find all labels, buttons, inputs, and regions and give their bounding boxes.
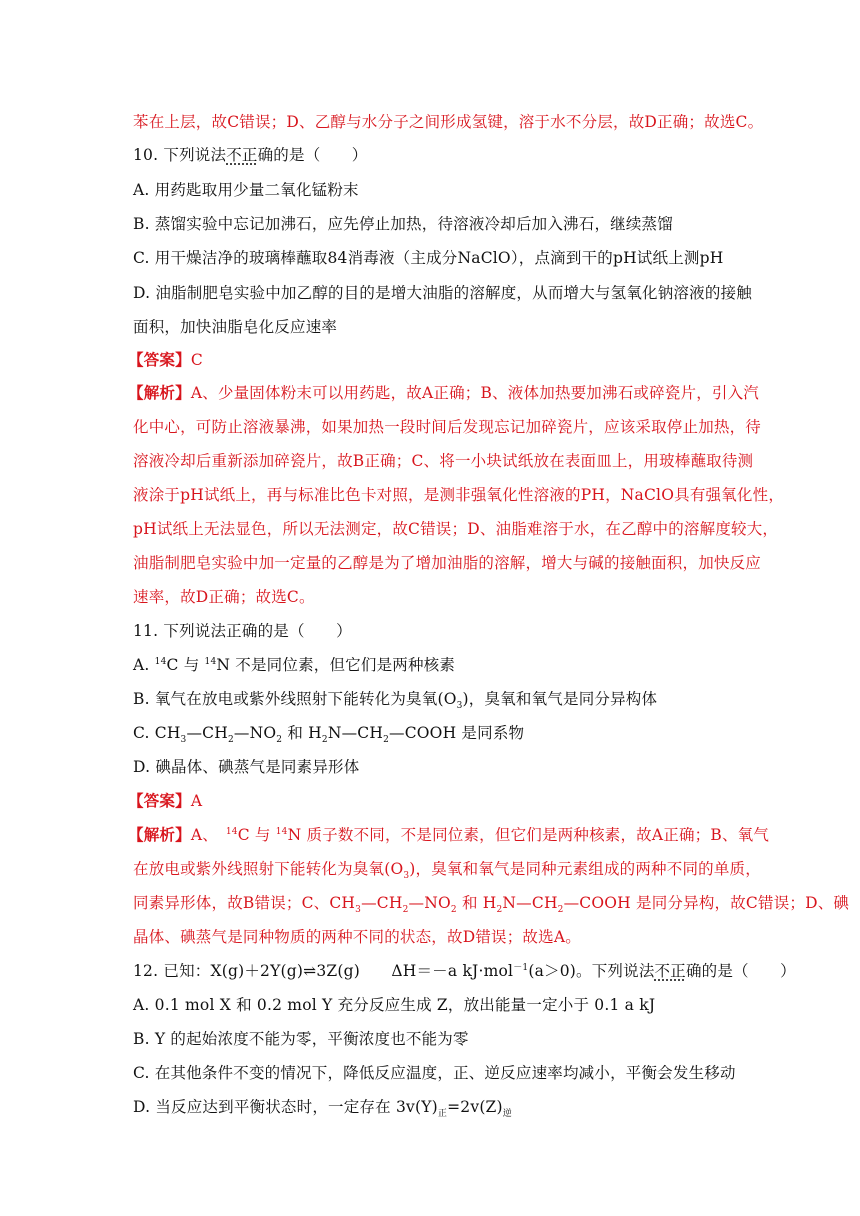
q11-stem: 11. 下列说法正确的是（ ） bbox=[133, 622, 352, 640]
text: 和 H bbox=[282, 724, 322, 742]
q12-option-b: B. Y 的起始浓度不能为零，平衡浓度也不能为零 bbox=[133, 1030, 469, 1048]
text: —NO bbox=[233, 724, 277, 742]
q10-option-d-line1: D. 油脂制肥皂实验中加乙醇的目的是增大油脂的溶解度，从而增大与氢氧化钠溶液的接触 bbox=[133, 284, 752, 302]
q12-stem bbox=[133, 961, 796, 981]
q10-emphasis: 不正 bbox=[226, 146, 258, 164]
q11-option-d: D. 碘晶体、碘蒸气是同素异形体 bbox=[133, 758, 360, 776]
q11-analysis-line2 bbox=[133, 859, 761, 882]
q11-option-b bbox=[133, 689, 658, 712]
q12-option-d bbox=[133, 1097, 512, 1120]
q10-analysis-line3: 溶液冷却后重新添加碎瓷片，故B正确；C、将一小块试纸放在表面皿上，用玻棒蘸取待测 bbox=[133, 452, 754, 470]
subscript: 逆 bbox=[502, 1109, 512, 1120]
q11-option-c bbox=[133, 723, 525, 746]
q12-option-a: A. 0.1 mol X 和 0.2 mol Y 充分反应生成 Z，放出能量一定小于 0.1 a kJ bbox=[133, 996, 656, 1014]
q10-stem-text: 10. 下列说法 bbox=[133, 146, 227, 164]
text: (a＞0)。下列说法 bbox=[528, 962, 655, 980]
text: D. 当反应达到平衡状态时，一定存在 3v(Y) bbox=[133, 1098, 438, 1116]
q10-stem-tail: 确的是（ ） bbox=[257, 146, 368, 164]
subscript: 3 bbox=[355, 905, 362, 916]
q10-analysis-line6: 油脂制肥皂实验中加一定量的乙醇是为了增加油脂的溶解，增大与碱的接触面积，加快反应 bbox=[133, 554, 762, 572]
answer-tag: 【答案】 bbox=[128, 350, 191, 369]
q10-option-d-line2: 面积，加快油脂皂化反应速率 bbox=[133, 318, 338, 336]
text: C. CH bbox=[133, 724, 181, 742]
answer-value: C bbox=[190, 351, 203, 369]
q10-stem bbox=[133, 145, 368, 165]
q12-option-c: C. 在其他条件不变的情况下，降低反应温度，正、逆反应速率均减小，平衡会发生移动 bbox=[133, 1064, 736, 1082]
q10-option-c: C. 用干燥洁净的玻璃棒蘸取84消毒液（主成分NaClO），点滴到干的pH试纸上测pH bbox=[133, 249, 724, 267]
text: A. bbox=[133, 656, 155, 674]
text: =2v(Z) bbox=[447, 1098, 503, 1116]
text: 同素异形体，故B错误；C、CH bbox=[133, 894, 356, 912]
subscript: 2 bbox=[402, 905, 409, 916]
text: 3Z(g) ΔH＝－a kJ·mol bbox=[316, 962, 514, 980]
subscript: 3 bbox=[456, 701, 463, 712]
q11-analysis-line3 bbox=[133, 893, 850, 916]
text: —CH bbox=[361, 894, 403, 912]
answer-tag: 【答案】 bbox=[128, 791, 191, 810]
q12-emphasis: 不正 bbox=[654, 962, 686, 980]
text: A、 bbox=[190, 826, 226, 844]
text: 确的是（ ） bbox=[685, 962, 796, 980]
q11-answer bbox=[128, 791, 202, 811]
text: N 质子数不同，不是同位素，但它们是两种核素，故A正确；B、氧气 bbox=[287, 826, 770, 844]
subscript: 2 bbox=[276, 735, 283, 746]
q11-analysis-line4: 晶体、碘蒸气是同种物质的两种不同的状态，故D错误；故选A。 bbox=[133, 928, 581, 946]
subscript: 2 bbox=[450, 905, 457, 916]
q10-answer bbox=[128, 350, 203, 370]
analysis-text: A、少量固体粉末可以用药匙，故A正确；B、液体加热要加沸石或碎瓷片，引入汽 bbox=[190, 384, 759, 402]
text: B. 氧气在放电或紫外线照射下能转化为臭氧(O bbox=[133, 690, 457, 708]
text: 在放电或紫外线照射下能转化为臭氧(O bbox=[133, 860, 404, 878]
text: N 不是同位素，但它们是两种核素 bbox=[216, 656, 456, 674]
text: )，臭氧和氧气是同分异构体 bbox=[462, 690, 658, 708]
q10-analysis-line1 bbox=[128, 383, 759, 403]
subscript: 3 bbox=[180, 735, 187, 746]
text: N—CH bbox=[327, 724, 384, 742]
text: —CH bbox=[186, 724, 228, 742]
analysis-tag: 【解析】 bbox=[128, 383, 191, 402]
q11-analysis-line1 bbox=[128, 825, 769, 845]
text: C 与 bbox=[237, 826, 276, 844]
subscript: 2 bbox=[227, 735, 234, 746]
q10-analysis-line5: pH试纸上无法显色，所以无法测定，故C错误；D、油脂难溶于水，在乙醇中的溶解度较大， bbox=[133, 520, 779, 538]
q10-analysis-line7: 速率，故D正确；故选C。 bbox=[133, 588, 315, 606]
q10-analysis-line2: 化中心，可防止溶液暴沸，如果加热一段时间后发现忘记加碎瓷片，应该采取停止加热，待 bbox=[133, 418, 762, 436]
subscript: 2 bbox=[321, 735, 328, 746]
text: 12. 已知：X(g)＋2Y(g) bbox=[133, 962, 304, 980]
q11-option-a bbox=[133, 655, 455, 675]
text: N—CH bbox=[502, 894, 558, 912]
subscript: 2 bbox=[557, 905, 564, 916]
text: —NO bbox=[408, 894, 451, 912]
text: )，臭氧和氧气是同种元素组成的两种不同的单质， bbox=[409, 860, 761, 878]
text: —COOH 是同分异构，故C错误；D、碘 bbox=[563, 894, 850, 912]
q9-analysis-tail: 苯在上层，故C错误；D、乙醇与水分子之间形成氢键，溶于水不分层，故D正确；故选C。 bbox=[133, 113, 764, 131]
analysis-tag: 【解析】 bbox=[128, 825, 191, 844]
subscript: 2 bbox=[496, 905, 503, 916]
q10-option-a: A. 用药匙取用少量二氧化锰粉末 bbox=[133, 181, 359, 199]
mass-number: 14 bbox=[204, 656, 217, 667]
equilibrium-arrow-icon: ⇌ bbox=[303, 962, 317, 980]
answer-value: A bbox=[190, 792, 203, 810]
text: —COOH 是同系物 bbox=[389, 724, 525, 742]
mass-number: 14 bbox=[275, 826, 288, 837]
text: 和 H bbox=[456, 894, 497, 912]
q10-analysis-line4: 液涂于pH试纸上，再与标准比色卡对照，是测非强氧化性溶液的PH，NaClO具有强氧化性， bbox=[133, 486, 785, 504]
q10-option-b: B. 蒸馏实验中忘记加沸石，应先停止加热，待溶液冷却后加入沸石，继续蒸馏 bbox=[133, 215, 673, 233]
subscript: 3 bbox=[403, 871, 410, 882]
mass-number: 14 bbox=[154, 656, 167, 667]
subscript: 正 bbox=[437, 1109, 448, 1120]
subscript: 2 bbox=[383, 735, 390, 746]
text: C 与 bbox=[166, 656, 205, 674]
mass-number: 14 bbox=[225, 826, 238, 837]
superscript: －1 bbox=[513, 962, 529, 973]
